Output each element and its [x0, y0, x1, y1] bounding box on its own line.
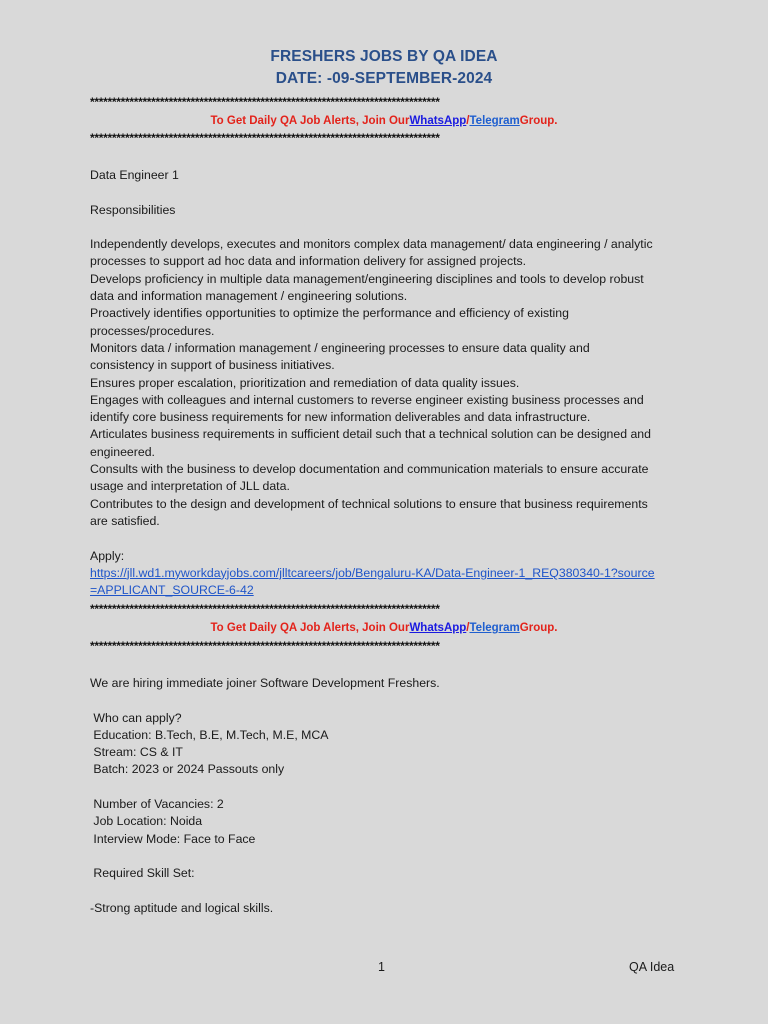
alert-suffix: Group. — [519, 622, 558, 634]
responsibility-line: Monitors data / information management / engineering processes to ensure data quality and — [90, 340, 590, 355]
telegram-link[interactable]: Telegram — [469, 115, 520, 127]
responsibility-line: processes to support ad hoc data and information delivery for assigned projects. — [90, 254, 527, 269]
apply-label: Apply: — [90, 548, 125, 563]
responsibility-line: Articulates business requirements in sufficient detail such that a technical solution can be designed and — [90, 427, 651, 442]
whatsapp-link[interactable]: WhatsApp — [409, 622, 467, 634]
page-number: 1 — [378, 960, 385, 974]
responsibility-line: data and information management / engineering solutions. — [90, 289, 408, 304]
job-posting-software-development — [90, 675, 690, 917]
interview-mode-line: Interview Mode: Face to Face — [90, 831, 256, 846]
document-date: DATE: -09-SEPTEMBER-2024 — [275, 70, 493, 87]
document-title: FRESHERS JOBS BY QA IDEA — [270, 48, 498, 65]
responsibility-line: Proactively identifies opportunities to optimize the performance and efficiency of existing — [90, 306, 569, 321]
alert-suffix: Group. — [519, 115, 558, 127]
batch-line: Batch: 2023 or 2024 Passouts only — [90, 762, 285, 777]
alert-slash: / — [466, 115, 470, 127]
responsibility-line: consistency in support of business initiatives. — [90, 358, 335, 373]
job-title: Data Engineer 1 — [90, 168, 179, 182]
stream-line: Stream: CS & IT — [90, 745, 183, 760]
education-line: Education: B.Tech, B.E, M.Tech, M.E, MCA — [90, 727, 329, 742]
separator-line: ******************************************************************************** — [90, 96, 440, 108]
footer-brand: QA Idea — [629, 960, 675, 974]
skill-item: -Strong aptitude and logical skills. — [90, 900, 274, 915]
separator-line: ******************************************************************************** — [90, 603, 440, 615]
responsibility-line: Ensures proper escalation, prioritization and remediation of data quality issues. — [90, 375, 520, 390]
location-line: Job Location: Noida — [90, 814, 203, 829]
responsibility-line: Engages with colleagues and internal customers to reverse engineer existing business processes and — [90, 392, 644, 407]
telegram-link[interactable]: Telegram — [469, 622, 520, 634]
hiring-intro: We are hiring immediate joiner Software Development Freshers. — [90, 676, 440, 690]
alert-prefix: To Get Daily QA Job Alerts, Join Our — [210, 622, 410, 634]
responsibility-line: processes/procedures. — [90, 323, 215, 338]
job-posting-data-engineer — [90, 167, 690, 599]
responsibility-line: Contributes to the design and development of technical solutions to ensure that business requirements — [90, 496, 648, 511]
responsibility-line: identify core business requirements for new information deliverables and data infrastructure. — [90, 410, 591, 425]
vacancies-line: Number of Vacancies: 2 — [90, 797, 224, 812]
responsibility-line: engineered. — [90, 444, 155, 459]
responsibility-line: are satisfied. — [90, 513, 160, 528]
responsibility-line: Consults with the business to develop documentation and communication materials to ensure accurate — [90, 462, 649, 477]
separator-line: ******************************************************************************** — [90, 132, 440, 144]
responsibility-line: Independently develops, executes and monitors complex data management/ data engineering / analytic — [90, 237, 653, 252]
responsibility-line: usage and interpretation of JLL data. — [90, 479, 290, 494]
alert-prefix: To Get Daily QA Job Alerts, Join Our — [210, 115, 410, 127]
alert-banner — [0, 622, 768, 634]
alert-banner — [0, 115, 768, 127]
alert-slash: / — [466, 622, 470, 634]
skills-heading: Required Skill Set: — [90, 866, 195, 881]
section-heading: Responsibilities — [90, 202, 176, 217]
eligibility-heading: Who can apply? — [90, 710, 182, 725]
separator-line: ******************************************************************************** — [90, 640, 440, 652]
apply-link[interactable]: https://jll.wd1.myworkdayjobs.com/jlltcareers/job/Bengaluru-KA/Data-Engineer-1_REQ380340-1?source — [90, 565, 655, 580]
whatsapp-link[interactable]: WhatsApp — [409, 115, 467, 127]
responsibility-line: Develops proficiency in multiple data management/engineering disciplines and tools to develop robust — [90, 271, 644, 286]
apply-link-continued[interactable]: =APPLICANT_SOURCE-6-42 — [90, 583, 254, 598]
